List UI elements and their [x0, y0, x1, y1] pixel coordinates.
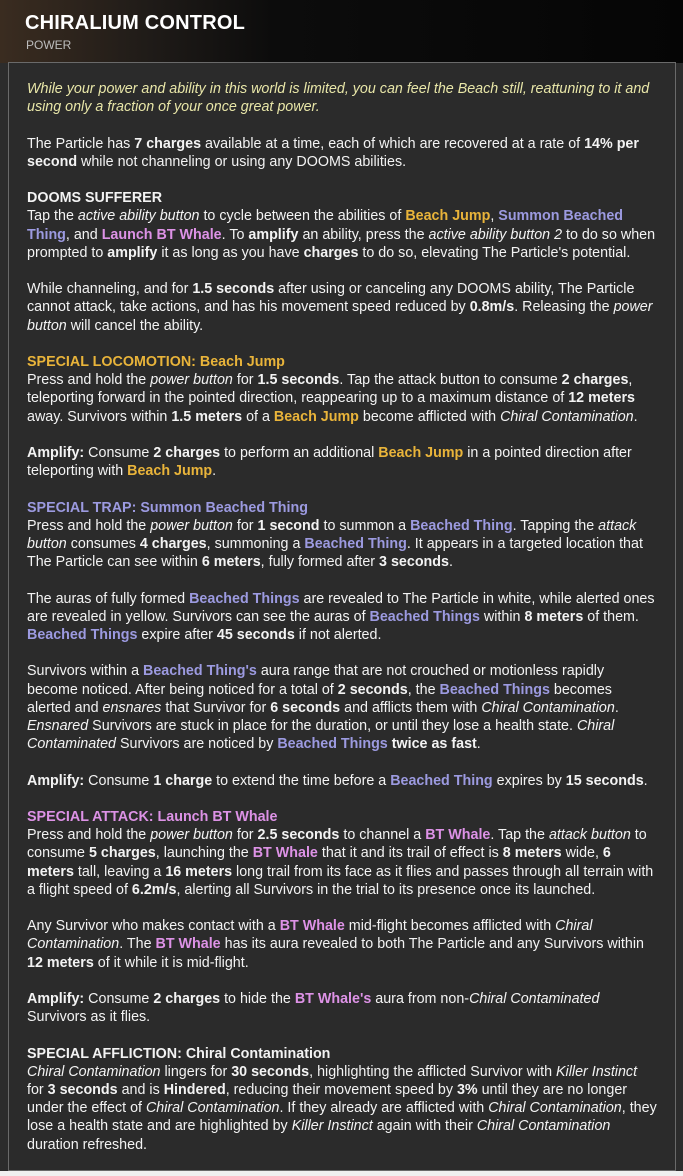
text-run: . If they already are afflicted with	[279, 1100, 489, 1117]
text-run: 6.2m/s	[131, 881, 177, 898]
text-run: for	[27, 1081, 48, 1098]
channeling-paragraph	[27, 280, 657, 335]
text-run: active ability button 2	[428, 226, 563, 243]
text-run: after using or canceling any DOOMS ability, The Particle cannot attack, take actions, and has his movement speed reduced by	[27, 281, 635, 316]
text-run: away. Survivors within	[27, 408, 172, 425]
text-run: Beached Things	[439, 681, 550, 698]
text-run: .	[643, 772, 648, 789]
text-run: 6 seconds	[270, 699, 341, 716]
text-run: amplify	[248, 226, 299, 243]
text-run: 2 charges	[153, 990, 221, 1007]
beach-jump-section	[27, 353, 657, 426]
text-run: attack button	[548, 827, 631, 844]
text-run: BT Whale	[252, 845, 318, 862]
text-run: Consume	[84, 444, 154, 461]
text-run: until they are no longer under the effect of	[27, 1081, 628, 1117]
text-run: in a pointed direction after teleporting with	[27, 444, 632, 480]
dooms-sufferer-section	[27, 189, 657, 262]
section-heading: SPECIAL TRAP: Summon Beached Thing	[27, 499, 308, 516]
text-run: . It appears in a targeted location that The Particle can see within	[27, 535, 643, 571]
text-run: , alerting all Survivors in the trial to its presence once its launched.	[176, 881, 596, 898]
text-run: for	[232, 827, 258, 844]
chiral-contamination-section	[27, 1045, 657, 1154]
text-run: amplify	[107, 244, 158, 261]
text-run: 30 seconds	[231, 1063, 310, 1080]
beached-thing-notice	[27, 662, 657, 753]
text-run: 3 seconds	[47, 1081, 118, 1098]
text-run: , the	[407, 681, 440, 698]
power-category-label: POWER	[26, 38, 72, 52]
text-run: Tap the	[27, 208, 78, 225]
text-run: .	[476, 736, 481, 753]
power-title: CHIRALIUM CONTROL	[25, 12, 246, 34]
text-run: again with their	[372, 1118, 477, 1135]
text-run: 6 meters	[27, 845, 611, 880]
text-run: aura from non-	[371, 990, 470, 1007]
text-run: Chiral Contaminated	[469, 990, 600, 1007]
text-run: Beached Things	[189, 590, 300, 607]
text-run: has its aura revealed to both The Particle and any Survivors within	[220, 936, 644, 953]
text-run: mid-flight becomes afflicted with	[344, 918, 556, 935]
text-run: of a	[242, 408, 274, 425]
text-run: power button	[27, 299, 653, 334]
text-run: become afflicted with	[358, 408, 501, 425]
text-run: attack button	[27, 517, 637, 552]
text-run: BT Whale	[425, 827, 491, 844]
text-run: that Survivor for	[161, 699, 271, 716]
text-run: will cancel the ability.	[66, 317, 204, 334]
text-run: power button	[150, 827, 233, 844]
text-run: Beach Jump	[378, 444, 464, 461]
text-run: Ensnared	[27, 717, 89, 734]
text-run: Press and hold the	[27, 372, 151, 389]
text-run: , reducing their movement speed by	[225, 1081, 457, 1098]
text-run: 4 charges	[139, 535, 207, 552]
text-run: . The	[119, 936, 156, 953]
section-heading: DOOMS SUFFERER	[27, 190, 163, 207]
text-run: if not alerted.	[294, 626, 382, 643]
beached-thing-auras	[27, 590, 657, 645]
text-run: BT Whale's	[294, 990, 372, 1007]
text-run: it as long as you have	[157, 244, 304, 261]
text-run: long trail from its face as it flies and passes through all terrain with a flight speed of	[27, 863, 654, 898]
text-run: Chiral Contamination	[500, 408, 634, 425]
text-run: Amplify:	[27, 444, 85, 461]
beached-thing-amplify	[27, 772, 657, 790]
text-run: Chiral Contamination	[481, 699, 615, 716]
text-run: 14% per second	[27, 135, 639, 170]
text-run: Chiral Contamination	[488, 1100, 622, 1117]
text-run: to do so when prompted to	[27, 226, 656, 261]
power-header	[0, 0, 683, 63]
text-run: to consume	[27, 827, 647, 862]
text-run: Beach Jump	[405, 208, 491, 225]
text-run: 16 meters	[165, 863, 233, 880]
text-run: BT Whale	[279, 918, 345, 935]
text-run: tall, leaving a	[73, 863, 166, 880]
text-run: Beached Things	[27, 626, 138, 643]
text-run: Any Survivor who makes contact with a	[27, 918, 280, 935]
text-run: Press and hold the	[27, 517, 151, 534]
text-run: Summon Beached Thing	[27, 208, 624, 243]
text-run: twice as fast	[391, 736, 477, 753]
text-run: . Tap the	[490, 827, 549, 844]
text-run: active ability button	[77, 208, 200, 225]
text-run: 5 charges	[88, 845, 156, 862]
text-run: within	[479, 608, 525, 625]
text-run: 1 second	[257, 517, 320, 534]
beach-jump-amplify	[27, 444, 657, 480]
text-run: are revealed to The Particle in white, while alerted ones are revealed in yellow. Survivors can see the auras of	[27, 590, 655, 625]
bt-whale-section	[27, 808, 657, 899]
text-run: Consume	[84, 990, 154, 1007]
text-run: for	[232, 372, 258, 389]
text-run: , launching the	[155, 845, 253, 862]
text-run: ,	[490, 208, 499, 225]
text-run: to summon a	[319, 517, 411, 534]
text-run: to cycle between the abilities of	[199, 208, 406, 225]
bottom-border	[0, 1171, 683, 1176]
text-run: Beached Things	[277, 736, 388, 753]
text-run: Launch BT Whale	[101, 226, 222, 243]
text-run: Beached Thing's	[143, 663, 257, 680]
text-run: Survivors are stuck in place for the duration, or until they lose a health state.	[88, 717, 577, 734]
text-run: 6 meters	[201, 554, 261, 571]
text-run: while not channeling or using any DOOMS abilities.	[77, 153, 407, 170]
text-run: BT Whale	[155, 936, 221, 953]
text-run: duration refreshed.	[27, 1136, 148, 1153]
flavor-text: While your power and ability in this world is limited, you can feel the Beach still, reattuning to it and using only a fraction of your once great power.	[27, 81, 650, 116]
text-run: 12 meters	[27, 954, 94, 971]
text-run: The Particle has	[27, 135, 135, 152]
text-run: aura range that are not crouched or motionless rapidly become noticed. After being noticed for a total of	[27, 663, 605, 698]
power-description-body	[8, 62, 676, 1171]
text-run: consumes	[66, 535, 140, 552]
text-run: Amplify:	[27, 990, 85, 1007]
text-run: Hindered	[163, 1081, 226, 1098]
text-run: 2 charges	[561, 372, 629, 389]
text-run: .	[448, 554, 453, 571]
text-run: Beach Jump	[273, 408, 359, 425]
text-run: charges	[303, 244, 359, 261]
text-run: 2.5 seconds	[257, 827, 340, 844]
text-run: to channel a	[339, 827, 426, 844]
text-run: 3 seconds	[379, 554, 449, 571]
text-run: .	[633, 408, 638, 425]
bt-whale-amplify	[27, 990, 657, 1026]
bt-whale-contact	[27, 917, 657, 972]
text-run: , summoning a	[206, 535, 305, 552]
text-run: 3%	[456, 1081, 478, 1098]
text-run: Press and hold the	[27, 827, 151, 844]
text-run: 7 charges	[134, 135, 202, 152]
text-run: lingers for	[160, 1063, 232, 1080]
text-run: The auras of fully formed	[27, 590, 190, 607]
text-run: Killer Instinct	[556, 1063, 638, 1080]
section-heading: SPECIAL ATTACK: Launch BT Whale	[27, 808, 278, 825]
text-run: and afflicts them with	[340, 699, 482, 716]
text-run: Survivors as it flies.	[27, 1009, 151, 1026]
text-run: Beached Things	[369, 608, 480, 625]
text-run: Beached Thing	[390, 772, 493, 789]
text-run: 0.8m/s	[469, 299, 515, 316]
text-run: , teleporting forward in the pointed direction, reappearing up to a maximum distance of	[27, 372, 633, 407]
text-run: Survivors are noticed by	[116, 736, 278, 753]
text-run: Chiral Contamination	[27, 1063, 161, 1080]
text-run: Amplify:	[27, 772, 85, 789]
text-run: wide,	[561, 845, 603, 862]
text-run: of them.	[583, 608, 639, 625]
text-run: , fully formed after	[260, 554, 380, 571]
text-run: 2 charges	[153, 444, 221, 461]
text-run: Beached Thing	[304, 535, 407, 552]
text-run: for	[232, 517, 258, 534]
text-run: to extend the time before a	[212, 772, 391, 789]
text-run: . Tap the attack button to consume	[339, 372, 562, 389]
text-run: Survivors within a	[27, 663, 144, 680]
text-run: . Releasing the	[514, 299, 614, 316]
section-heading: SPECIAL LOCOMOTION: Beach Jump	[27, 353, 285, 370]
text-run: expire after	[137, 626, 217, 643]
text-run: Beach Jump	[127, 463, 213, 480]
text-run: , and	[65, 226, 102, 243]
text-run: to hide the	[220, 990, 295, 1007]
text-run: 1 charge	[153, 772, 213, 789]
text-run: 15 seconds	[565, 772, 644, 789]
section-heading: SPECIAL AFFLICTION: Chiral Contamination	[27, 1045, 331, 1062]
text-run: Killer Instinct	[291, 1118, 373, 1135]
text-run: available at a time, each of which are recovered at a rate of	[201, 135, 585, 152]
beached-thing-section	[27, 499, 657, 572]
text-run: 2 seconds	[337, 681, 408, 698]
text-run: . Tapping the	[512, 517, 599, 534]
text-run: 1.5 seconds	[192, 281, 275, 298]
text-run: , they lose a health state and are highlighted by	[27, 1100, 657, 1135]
text-run: 12 meters	[568, 390, 635, 407]
text-run: Chiral Contamination	[476, 1118, 611, 1135]
text-run: , highlighting the afflicted Survivor with	[309, 1063, 557, 1080]
text-run: .	[212, 463, 217, 480]
text-run: power button	[150, 372, 233, 389]
text-run: 1.5 seconds	[257, 372, 340, 389]
text-run: to do so, elevating The Particle's potential.	[358, 244, 631, 261]
text-run: Chiral Contamination	[145, 1100, 280, 1117]
text-run: .	[614, 699, 619, 716]
text-run: While channeling, and for	[27, 281, 193, 298]
text-run: an ability, press the	[298, 226, 429, 243]
text-run: and is	[117, 1081, 164, 1098]
text-run: Chiral Contaminated	[27, 717, 615, 753]
text-run: Consume	[84, 772, 154, 789]
text-run: power button	[150, 517, 233, 534]
text-run: 8 meters	[524, 608, 584, 625]
text-run: becomes alerted and	[27, 681, 612, 716]
text-run: expires by	[492, 772, 566, 789]
text-run: Beached Thing	[410, 517, 513, 534]
text-run: to perform an additional	[220, 444, 379, 461]
charges-paragraph	[27, 135, 657, 171]
text-run: of it while it is mid-flight.	[93, 954, 249, 971]
text-run: ensnares	[102, 699, 162, 716]
text-run: . To	[221, 226, 249, 243]
text-run: that it and its trail of effect is	[317, 845, 503, 862]
text-run: 8 meters	[502, 845, 562, 862]
text-run: Chiral Contamination	[27, 918, 593, 953]
text-run: 1.5 meters	[171, 408, 243, 425]
text-run: 45 seconds	[216, 626, 295, 643]
